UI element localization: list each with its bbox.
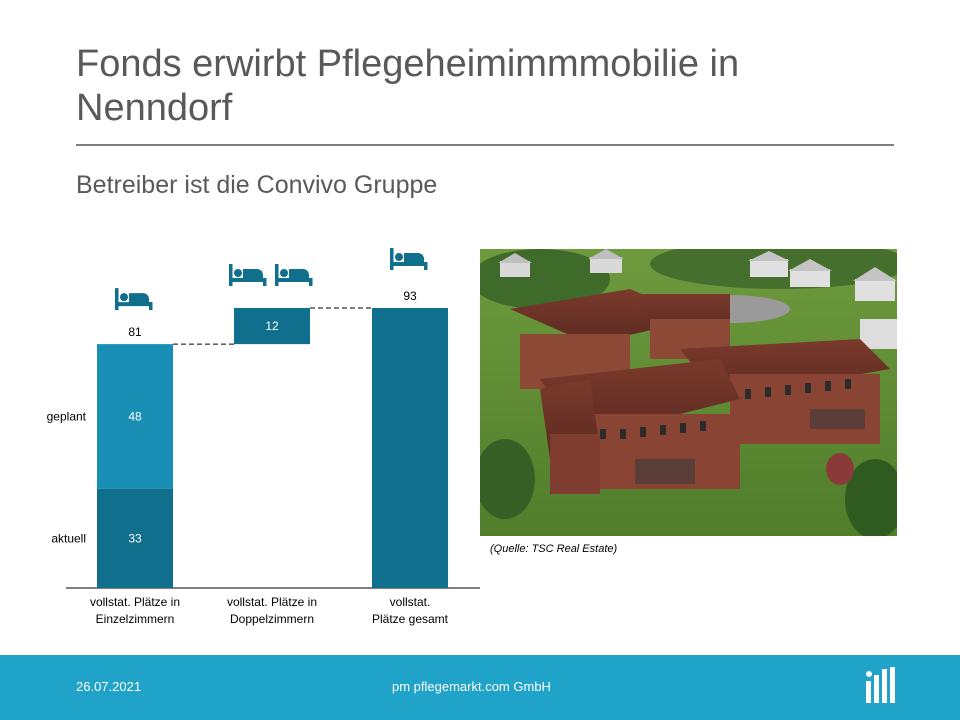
data-label-geplant: 48	[128, 409, 142, 424]
building-photo	[480, 249, 897, 536]
title-divider	[76, 144, 894, 146]
bar-gesamt	[372, 308, 448, 588]
footer-bar	[0, 655, 960, 720]
category-label-1-line-2: Einzelzimmern	[95, 612, 175, 626]
category-label-3-line-2: Plätze gesamt	[371, 612, 449, 626]
category-label-2-line-2: Doppelzimmern	[229, 612, 315, 626]
total-label-gesamt: 93	[403, 289, 417, 303]
data-label-aktuell: 33	[128, 531, 142, 546]
slide-title: Fonds erwirbt Pflegeheimimmmobilie in Nenndorf	[76, 43, 740, 129]
slide-subtitle: Betreiber ist die Convivo Gruppe	[76, 171, 438, 199]
company-logo-icon	[866, 667, 896, 705]
category-label-3-line-1: vollstat.	[389, 595, 431, 609]
bed-icon	[390, 248, 428, 270]
bed-icon	[275, 264, 313, 286]
series-label-aktuell: aktuell	[51, 531, 86, 546]
waterfall-chart	[0, 230, 480, 630]
footer-company: pm pflegemarkt.com GmbH	[392, 679, 551, 694]
total-label-einzel: 81	[128, 325, 142, 340]
category-label-2-line-1: vollstat. Plätze in	[226, 595, 318, 609]
category-label-1-line-1: vollstat. Plätze in	[89, 595, 181, 609]
data-label-doppel: 12	[265, 319, 279, 334]
bed-icon	[115, 288, 153, 310]
footer-date: 26.07.2021	[76, 679, 142, 694]
series-label-geplant: geplant	[46, 409, 86, 424]
image-caption: (Quelle: TSC Real Estate)	[490, 543, 618, 555]
bed-icon	[229, 264, 267, 286]
